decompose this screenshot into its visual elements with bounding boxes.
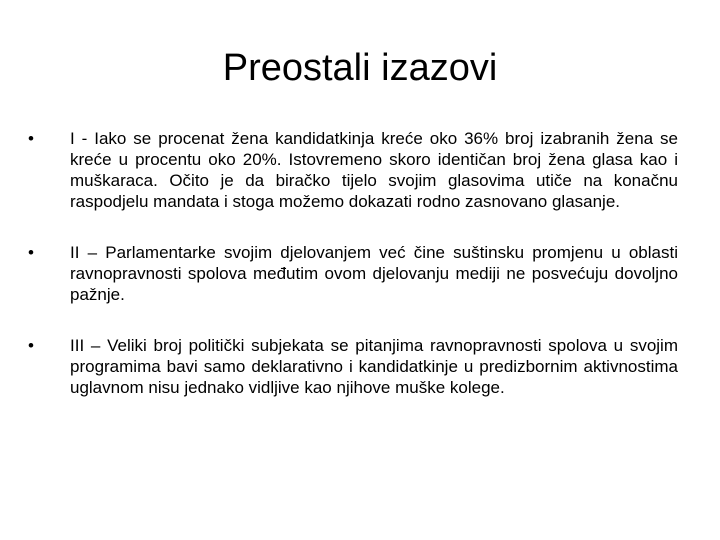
- bullet-item-1: [28, 128, 678, 212]
- bullet-text-2: II – Parlamentarke svojim djelovanjem već čine suštinsku promjenu u oblasti ravnopravnosti spolova međutim ovom djelovanju mediji ne posvećuju dovoljno pažnje.: [70, 243, 678, 304]
- bullet-text-3: III – Veliki broj politički subjekata se pitanjima ravnopravnosti spolova u svojim programima bavi samo deklarativno i kandidatkinje u predizbornim aktivnostima uglavnom nisu jednako vidljive kao njihove muške kolege.: [70, 336, 678, 397]
- bullet-item-3: [28, 335, 678, 398]
- bullet-item-2: [28, 242, 678, 305]
- slide-title: Preostali izazovi: [222, 47, 498, 89]
- bullet-list: [28, 128, 678, 398]
- bullet-dot-icon: •: [28, 243, 34, 262]
- bullet-text-1: I - Iako se procenat žena kandidatkinja kreće oko 36% broj izabranih žena se kreće u procentu oko 20%. Istovremeno skoro identičan broj žena glasa kao i muškaraca. Očito je da biračko tijelo svojim glasovima utiče na konačnu raspodjelu mandata i stoga možemo dokazati rodno zasnovano glasanje.: [70, 129, 678, 211]
- bullet-dot-icon: •: [28, 129, 34, 148]
- bullet-dot-icon: •: [28, 336, 34, 355]
